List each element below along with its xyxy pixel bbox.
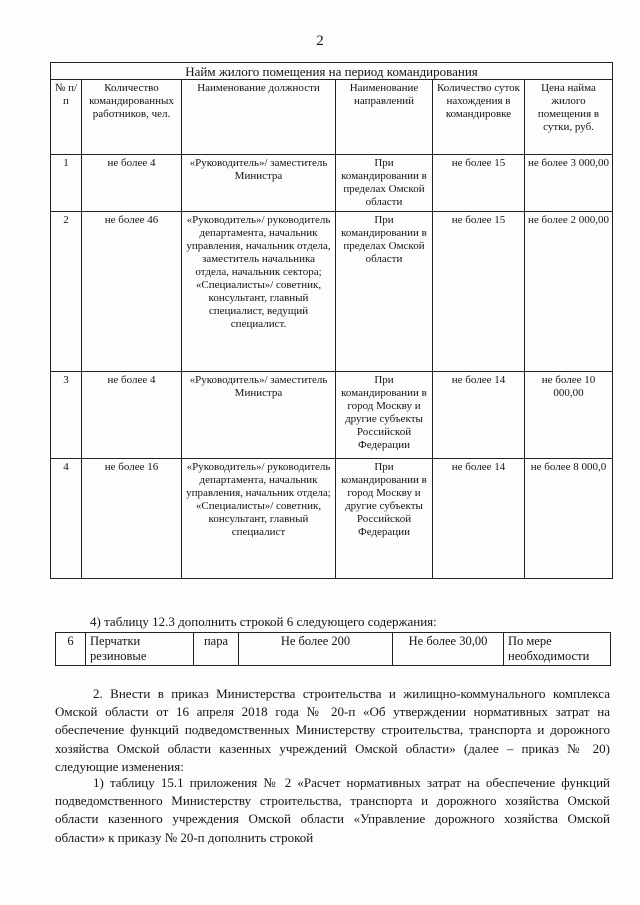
header-cell: № п/п — [51, 80, 82, 155]
table-cell: «Руководитель»/ заместитель Министра — [182, 155, 336, 212]
table-row — [51, 372, 613, 459]
table-cell: «Руководитель»/ руководитель департамента, начальник управления, начальник отдела, заместитель начальника отдела, начальник сектора; «Специалисты»/ советник, консультант, главный специалист, ведущий специалист. — [182, 212, 336, 372]
table-cell: не более 16 — [82, 459, 182, 579]
table-row — [51, 212, 613, 372]
table-cell: 4 — [51, 459, 82, 579]
table-cell: 1 — [51, 155, 82, 212]
paragraph-2-1: 1) таблицу 15.1 приложения № 2 «Расчет нормативных затрат на обеспечение функций подведомственного Министерству строительства, транспорта и дорожного хозяйства Омской области казенного учреждения Омской области «Управление дорожного хозяйства Омской области» к приказу № 20-п дополнить строкой — [55, 775, 610, 845]
table-cell: При командировании в город Москву и другие субъекты Российской Федерации — [336, 459, 433, 579]
table-cell: пара — [194, 633, 239, 666]
table-cell: не более 8 000,0 — [525, 459, 613, 579]
table-header-row — [51, 80, 613, 155]
table-title: Найм жилого помещения на период командирования — [51, 63, 613, 80]
table-cell: не более 14 — [433, 372, 525, 459]
table-cell: При командировании в город Москву и другие субъекты Российской Федерации — [336, 372, 433, 459]
table-cell: «Руководитель»/ руководитель департамента, начальник управления, начальник отдела; «Специалисты»/ советник, консультант, главный специалист — [182, 459, 336, 579]
table-cell: При командировании в пределах Омской области — [336, 212, 433, 372]
table-cell: Перчатки резиновые — [86, 633, 194, 666]
table-cell: не более 4 — [82, 372, 182, 459]
table-cell: не более 15 — [433, 212, 525, 372]
paragraph-2: 2. Внести в приказ Министерства строительства и жилищно-коммунального комплекса Омской области от 16 апреля 2018 года № 20-п «Об утверждении нормативных затрат на обеспечение функций подведомственных Министерству строительства, транспорта и дорожного хозяйства Омской области казенных учреждений Омской области» (далее – приказ № 20) следующие изменения: — [55, 686, 610, 774]
header-cell: Количество суток нахождения в командировке — [433, 80, 525, 155]
table-cell: Не более 200 — [239, 633, 393, 666]
table-cell: не более 15 — [433, 155, 525, 212]
table-cell: По мере необходимости — [504, 633, 611, 666]
gloves-table — [55, 632, 611, 666]
header-cell: Количество командированных работников, чел. — [82, 80, 182, 155]
header-cell: Наименование направлений — [336, 80, 433, 155]
table-row — [56, 633, 611, 666]
lodging-rates-table — [50, 62, 613, 579]
clause-4-text: 4) таблицу 12.3 дополнить строкой 6 следующего содержания: — [90, 614, 437, 629]
table-cell: не более 46 — [82, 212, 182, 372]
page-number: 2 — [316, 33, 324, 49]
table-cell: 2 — [51, 212, 82, 372]
table-cell: не более 10 000,00 — [525, 372, 613, 459]
table-cell: не более 3 000,00 — [525, 155, 613, 212]
header-cell: Цена найма жилого помещения в сутки, руб. — [525, 80, 613, 155]
table-cell: 3 — [51, 372, 82, 459]
header-cell: Наименование должности — [182, 80, 336, 155]
table-cell: Не более 30,00 — [393, 633, 504, 666]
table-cell: При командировании в пределах Омской области — [336, 155, 433, 212]
table-cell: «Руководитель»/ заместитель Министра — [182, 372, 336, 459]
table-cell: не более 14 — [433, 459, 525, 579]
table-cell: не более 2 000,00 — [525, 212, 613, 372]
table-cell: 6 — [56, 633, 86, 666]
table-row — [51, 459, 613, 579]
table-row — [51, 155, 613, 212]
table-cell: не более 4 — [82, 155, 182, 212]
